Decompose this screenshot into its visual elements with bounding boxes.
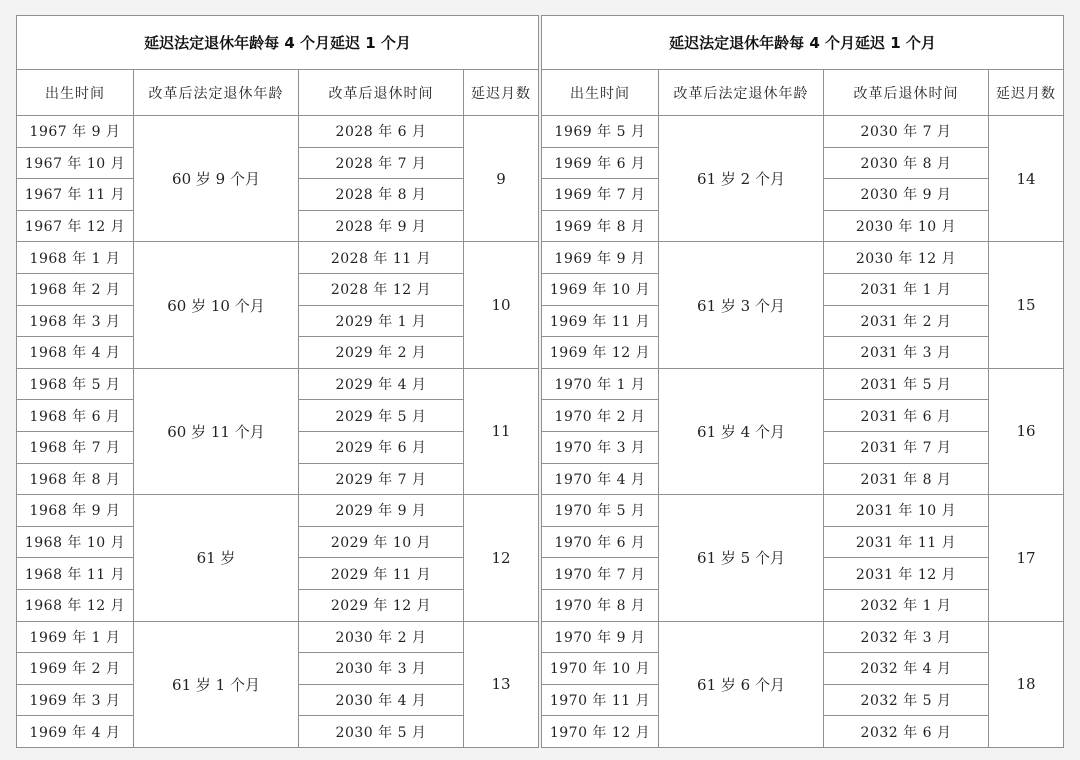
birth-date-cell: 1968 年 6 月 <box>17 400 134 432</box>
birth-date-cell: 1968 年 7 月 <box>17 431 134 463</box>
birth-date-cell: 1968 年 12 月 <box>17 589 134 621</box>
birth-date-cell: 1967 年 10 月 <box>17 147 134 179</box>
retirement-date-cell: 2028 年 6 月 <box>299 116 464 148</box>
retirement-age-cell: 60 岁 11 个月 <box>134 368 299 494</box>
retirement-date-cell: 2032 年 3 月 <box>824 621 989 653</box>
retirement-date-cell: 2030 年 5 月 <box>299 716 464 748</box>
table-row <box>17 621 539 653</box>
delay-months-cell: 14 <box>989 116 1064 242</box>
retirement-date-cell: 2029 年 5 月 <box>299 400 464 432</box>
birth-date-cell: 1970 年 10 月 <box>542 653 659 685</box>
delay-months-cell: 17 <box>989 495 1064 621</box>
table-row <box>542 242 1064 274</box>
retirement-date-cell: 2028 年 11 月 <box>299 242 464 274</box>
delay-months-cell: 18 <box>989 621 1064 747</box>
retirement-date-cell: 2031 年 2 月 <box>824 305 989 337</box>
retirement-date-cell: 2031 年 10 月 <box>824 495 989 527</box>
retirement-date-cell: 2031 年 6 月 <box>824 400 989 432</box>
retirement-date-cell: 2029 年 9 月 <box>299 495 464 527</box>
retirement-date-cell: 2028 年 12 月 <box>299 273 464 305</box>
retirement-date-cell: 2030 年 3 月 <box>299 653 464 685</box>
retirement-date-cell: 2031 年 8 月 <box>824 463 989 495</box>
delay-months-cell: 11 <box>464 368 539 494</box>
birth-date-cell: 1969 年 5 月 <box>542 116 659 148</box>
title-row <box>542 16 1064 70</box>
birth-date-cell: 1970 年 8 月 <box>542 589 659 621</box>
table-row <box>542 116 1064 148</box>
header-row <box>542 70 1064 116</box>
birth-date-cell: 1970 年 1 月 <box>542 368 659 400</box>
retirement-date-cell: 2028 年 8 月 <box>299 179 464 211</box>
retirement-date-cell: 2029 年 4 月 <box>299 368 464 400</box>
delay-months-header: 延迟月数 <box>464 70 539 116</box>
retirement-table-left <box>16 15 539 748</box>
birth-date-cell: 1968 年 2 月 <box>17 273 134 305</box>
retirement-age-cell: 61 岁 6 个月 <box>659 621 824 747</box>
birth-date-cell: 1969 年 12 月 <box>542 337 659 369</box>
retirement-age-cell: 60 岁 9 个月 <box>134 116 299 242</box>
retirement-date-cell: 2031 年 3 月 <box>824 337 989 369</box>
table-row <box>17 495 539 527</box>
retirement-date-cell: 2029 年 7 月 <box>299 463 464 495</box>
table-row <box>17 116 539 148</box>
retirement-time-header: 改革后退休时间 <box>299 70 464 116</box>
delay-months-header: 延迟月数 <box>989 70 1064 116</box>
table-title: 延迟法定退休年龄每 4 个月延迟 1 个月 <box>542 16 1064 70</box>
retirement-date-cell: 2031 年 7 月 <box>824 431 989 463</box>
retirement-age-header: 改革后法定退休年龄 <box>134 70 299 116</box>
table-row <box>542 621 1064 653</box>
retirement-date-cell: 2029 年 2 月 <box>299 337 464 369</box>
retirement-date-cell: 2031 年 5 月 <box>824 368 989 400</box>
table-row <box>542 368 1064 400</box>
retirement-date-cell: 2029 年 11 月 <box>299 558 464 590</box>
retirement-age-header: 改革后法定退休年龄 <box>659 70 824 116</box>
retirement-date-cell: 2032 年 1 月 <box>824 589 989 621</box>
birth-date-cell: 1968 年 4 月 <box>17 337 134 369</box>
retirement-date-cell: 2030 年 8 月 <box>824 147 989 179</box>
birth-date-cell: 1970 年 6 月 <box>542 526 659 558</box>
birth-date-cell: 1970 年 3 月 <box>542 431 659 463</box>
table-title: 延迟法定退休年龄每 4 个月延迟 1 个月 <box>17 16 539 70</box>
birth-date-cell: 1968 年 10 月 <box>17 526 134 558</box>
table-row <box>17 368 539 400</box>
retirement-date-cell: 2032 年 4 月 <box>824 653 989 685</box>
birth-date-cell: 1969 年 2 月 <box>17 653 134 685</box>
retirement-date-cell: 2031 年 11 月 <box>824 526 989 558</box>
birth-date-cell: 1970 年 12 月 <box>542 716 659 748</box>
retirement-date-cell: 2029 年 1 月 <box>299 305 464 337</box>
birth-date-cell: 1970 年 7 月 <box>542 558 659 590</box>
retirement-date-cell: 2029 年 12 月 <box>299 589 464 621</box>
birth-date-cell: 1968 年 11 月 <box>17 558 134 590</box>
retirement-date-cell: 2029 年 10 月 <box>299 526 464 558</box>
retirement-date-cell: 2028 年 9 月 <box>299 210 464 242</box>
birth-date-cell: 1968 年 1 月 <box>17 242 134 274</box>
birth-date-cell: 1967 年 11 月 <box>17 179 134 211</box>
delay-months-cell: 12 <box>464 495 539 621</box>
retirement-date-cell: 2029 年 6 月 <box>299 431 464 463</box>
retirement-date-cell: 2031 年 12 月 <box>824 558 989 590</box>
birth-date-cell: 1969 年 10 月 <box>542 273 659 305</box>
title-row <box>17 16 539 70</box>
birth-date-cell: 1970 年 11 月 <box>542 684 659 716</box>
retirement-age-cell: 61 岁 1 个月 <box>134 621 299 747</box>
retirement-date-cell: 2030 年 4 月 <box>299 684 464 716</box>
retirement-age-cell: 61 岁 3 个月 <box>659 242 824 368</box>
birth-date-cell: 1969 年 1 月 <box>17 621 134 653</box>
retirement-age-cell: 61 岁 5 个月 <box>659 495 824 621</box>
birth-date-cell: 1969 年 4 月 <box>17 716 134 748</box>
birth-date-cell: 1968 年 5 月 <box>17 368 134 400</box>
retirement-date-cell: 2030 年 7 月 <box>824 116 989 148</box>
delay-months-cell: 16 <box>989 368 1064 494</box>
retirement-date-cell: 2030 年 9 月 <box>824 179 989 211</box>
birth-date-cell: 1970 年 5 月 <box>542 495 659 527</box>
birth-date-cell: 1970 年 2 月 <box>542 400 659 432</box>
retirement-date-cell: 2030 年 10 月 <box>824 210 989 242</box>
delay-months-cell: 15 <box>989 242 1064 368</box>
birth-date-cell: 1968 年 9 月 <box>17 495 134 527</box>
birth-date-cell: 1968 年 3 月 <box>17 305 134 337</box>
birth-date-cell: 1969 年 8 月 <box>542 210 659 242</box>
retirement-date-cell: 2032 年 5 月 <box>824 684 989 716</box>
retirement-date-cell: 2030 年 12 月 <box>824 242 989 274</box>
birth-date-cell: 1970 年 4 月 <box>542 463 659 495</box>
table-row <box>542 495 1064 527</box>
retirement-date-cell: 2030 年 2 月 <box>299 621 464 653</box>
birth-date-cell: 1969 年 7 月 <box>542 179 659 211</box>
table-row <box>17 242 539 274</box>
retirement-age-cell: 61 岁 <box>134 495 299 621</box>
retirement-age-cell: 61 岁 2 个月 <box>659 116 824 242</box>
retirement-date-cell: 2031 年 1 月 <box>824 273 989 305</box>
retirement-age-cell: 61 岁 4 个月 <box>659 368 824 494</box>
birth-date-cell: 1970 年 9 月 <box>542 621 659 653</box>
birth-date-cell: 1967 年 9 月 <box>17 116 134 148</box>
birth-date-cell: 1969 年 11 月 <box>542 305 659 337</box>
retirement-time-header: 改革后退休时间 <box>824 70 989 116</box>
birth-date-cell: 1968 年 8 月 <box>17 463 134 495</box>
birth-date-cell: 1967 年 12 月 <box>17 210 134 242</box>
birth-date-cell: 1969 年 6 月 <box>542 147 659 179</box>
delay-months-cell: 9 <box>464 116 539 242</box>
retirement-date-cell: 2032 年 6 月 <box>824 716 989 748</box>
birth-date-cell: 1969 年 3 月 <box>17 684 134 716</box>
header-row <box>17 70 539 116</box>
birth-time-header: 出生时间 <box>542 70 659 116</box>
birth-time-header: 出生时间 <box>17 70 134 116</box>
birth-date-cell: 1969 年 9 月 <box>542 242 659 274</box>
retirement-table-right <box>541 15 1064 748</box>
delay-months-cell: 13 <box>464 621 539 747</box>
retirement-age-cell: 60 岁 10 个月 <box>134 242 299 368</box>
delay-months-cell: 10 <box>464 242 539 368</box>
retirement-date-cell: 2028 年 7 月 <box>299 147 464 179</box>
